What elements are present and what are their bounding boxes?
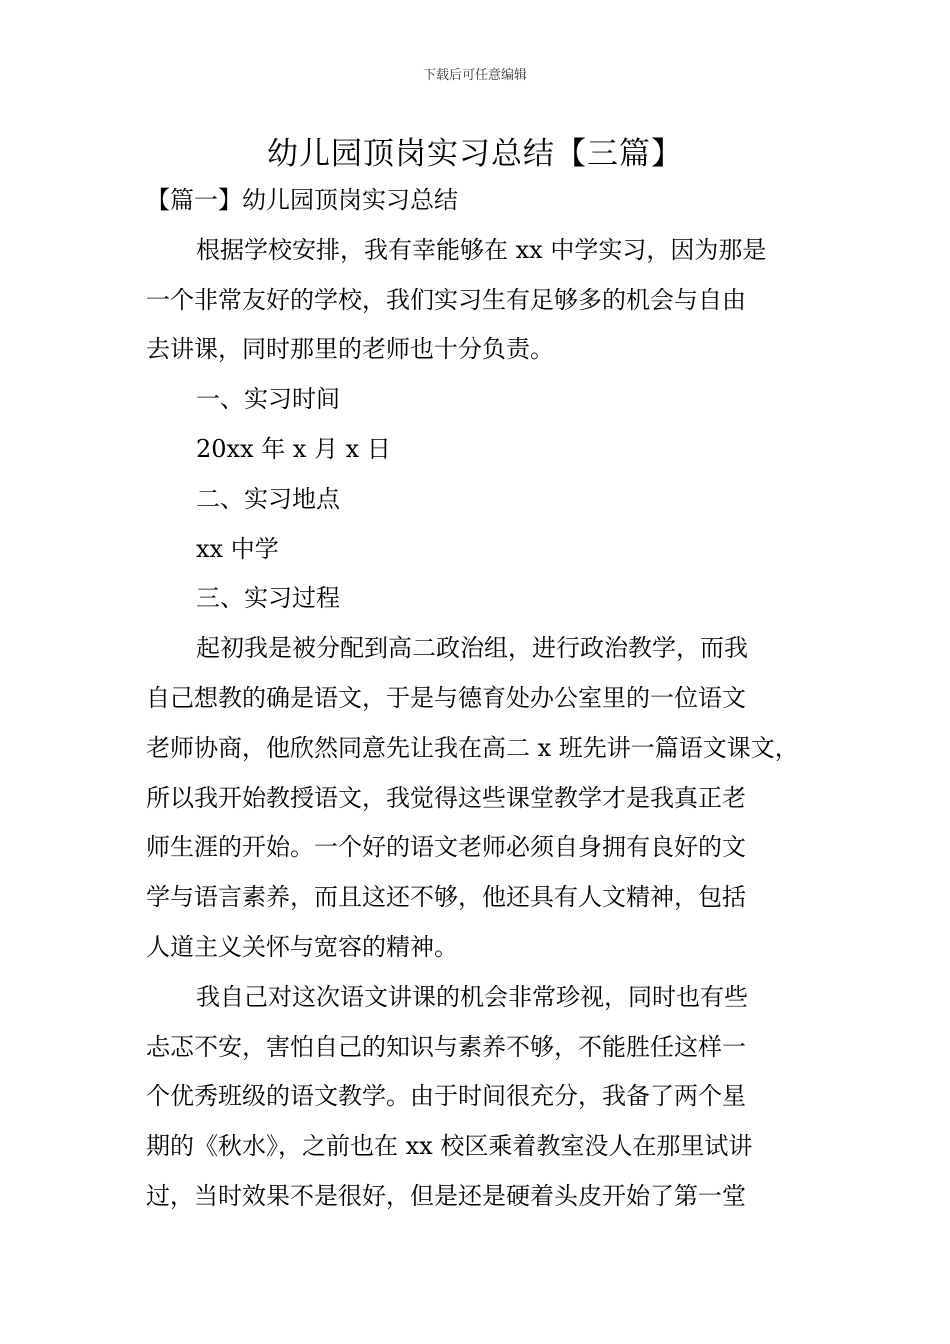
text-line: 个优秀班级的语文教学。由于时间很充分，我备了两个星 — [146, 1082, 746, 1111]
text-line: 所以我开始教授语文，我觉得这些课堂教学才是我真正老 — [146, 783, 746, 812]
text-line: 过，当时效果不是很好，但是还是硬着头皮开始了第一堂 — [146, 1181, 746, 1210]
text-line: 老师协商，他欣然同意先让我在高二 x 班先讲一篇语文课文， — [146, 733, 799, 762]
document-title: 幼儿园顶岗实习总结【三篇】 — [267, 136, 683, 172]
text-line: 三、实习过程 — [196, 584, 340, 613]
text-line: 人道主义关怀与宽容的精神。 — [146, 932, 458, 961]
document-body — [146, 176, 826, 1222]
text-line: 二、实习地点 — [196, 484, 340, 513]
text-line: 期的《秋水》，之前也在 xx 校区乘着教室没人在那里试讲 — [146, 1132, 753, 1161]
text-line: 根据学校安排，我有幸能够在 xx 中学实习，因为那是 — [196, 235, 767, 264]
text-line: 学与语言素养，而且这还不够，他还具有人文精神，包括 — [146, 883, 746, 912]
text-line: xx 中学 — [196, 534, 279, 563]
text-line: 自己想教的确是语文，于是与德育处办公室里的一位语文 — [146, 683, 746, 712]
text-line: 忐忑不安，害怕自己的知识与素养不够，不能胜任这样一 — [146, 1032, 746, 1061]
text-line: 师生涯的开始。一个好的语文老师必须自身拥有良好的文 — [146, 833, 746, 862]
text-line: 一个非常友好的学校，我们实习生有足够多的机会与自由 — [146, 285, 746, 314]
paragraph-lines — [146, 226, 826, 1222]
text-line: 起初我是被分配到高二政治组，进行政治教学，而我 — [196, 634, 748, 663]
text-line: 20xx 年 x 月 x 日 — [196, 434, 391, 463]
text-line: 一、实习时间 — [196, 385, 340, 414]
text-line: 我自己对这次语文讲课的机会非常珍视，同时也有些 — [196, 982, 748, 1011]
section-heading: 【篇一】幼儿园顶岗实习总结 — [146, 186, 458, 214]
text-line: 去讲课，同时那里的老师也十分负责。 — [146, 335, 554, 364]
header-note: 下载后可任意编辑 — [422, 68, 527, 83]
